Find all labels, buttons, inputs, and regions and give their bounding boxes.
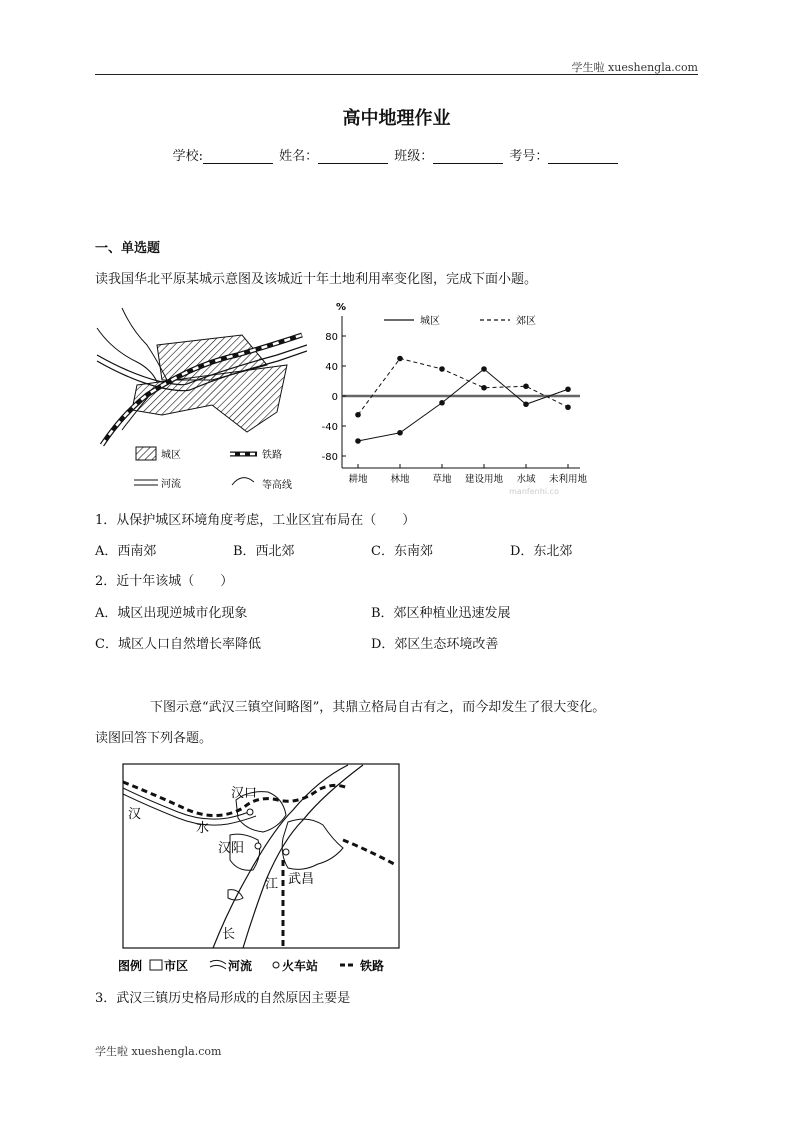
city-sketch-map bbox=[92, 300, 307, 495]
page-title: 高中地理作业 bbox=[342, 108, 451, 129]
series-2-point bbox=[481, 385, 487, 391]
q1-option-a[interactable]: A．西南郊 bbox=[95, 544, 157, 559]
station-icon bbox=[283, 849, 289, 855]
q2-option-d[interactable]: D．郊区生态环境改善 bbox=[371, 637, 499, 652]
label-wuchang: 武昌 bbox=[288, 872, 315, 887]
header-rule bbox=[95, 74, 698, 75]
q1-option-d[interactable]: D．东北郊 bbox=[510, 544, 573, 559]
legend-title: 图例 bbox=[118, 959, 143, 973]
x-tick-label: 草地 bbox=[432, 474, 452, 485]
series-1-point bbox=[397, 430, 403, 436]
label-chang: 长 bbox=[222, 927, 236, 942]
legend-label-2: 郊区 bbox=[516, 316, 536, 327]
legend-station-swatch bbox=[273, 962, 279, 968]
series-1-point bbox=[439, 400, 445, 406]
legend-railway-label: 铁路 bbox=[262, 450, 282, 461]
y-tick-label: 0 bbox=[331, 392, 338, 403]
number-label: 考号： bbox=[509, 149, 549, 164]
name-field[interactable] bbox=[318, 150, 388, 164]
legend-city-label: 市区 bbox=[164, 959, 189, 973]
x-tick-label: 未利用地 bbox=[548, 474, 588, 485]
y-tick-label: 80 bbox=[325, 332, 338, 343]
q2-option-b[interactable]: B．郊区种植业迅速发展 bbox=[371, 606, 511, 621]
label-jiang: 江 bbox=[265, 877, 279, 892]
label-hankou: 汉口 bbox=[231, 786, 258, 801]
school-field[interactable] bbox=[203, 150, 273, 164]
intro-text-2: 下图示意“武汉三镇空间略图”，其鼎立格局自古有之，而今却发生了很大变化。 bbox=[150, 700, 606, 715]
legend-city-swatch bbox=[136, 447, 156, 460]
legend-city-label: 城区 bbox=[161, 450, 181, 461]
y-tick-label: 40 bbox=[325, 362, 338, 373]
series-line-1 bbox=[358, 369, 568, 441]
y-tick-label: -80 bbox=[321, 452, 338, 463]
series-1-point bbox=[355, 438, 361, 444]
legend-station-label: 火车站 bbox=[282, 959, 319, 973]
legend-contour-swatch bbox=[232, 478, 254, 485]
q2-option-a[interactable]: A．城区出现逆城市化现象 bbox=[95, 606, 248, 621]
series-2-point bbox=[397, 356, 403, 362]
station-icon bbox=[255, 843, 261, 849]
y-tick-label: -40 bbox=[321, 422, 338, 433]
x-tick-label: 林地 bbox=[390, 474, 410, 485]
y-axis-label: % bbox=[336, 302, 347, 313]
legend-label-1: 城区 bbox=[420, 316, 440, 327]
q1-option-b[interactable]: B．西北郊 bbox=[233, 544, 295, 559]
q1-option-c[interactable]: C．东南郊 bbox=[371, 544, 433, 559]
x-tick-label: 建设用地 bbox=[464, 474, 504, 485]
question-1-stem: 1．从保护城区环境角度考虑，工业区宜布局在（ ） bbox=[95, 513, 416, 528]
name-label: 姓名： bbox=[279, 149, 319, 164]
wuhan-sketch-map bbox=[118, 760, 408, 978]
label-han: 汉 bbox=[128, 807, 142, 822]
q2-option-c[interactable]: C．城区人口自然增长率降低 bbox=[95, 637, 261, 652]
series-1-point bbox=[565, 386, 571, 392]
header-site: 学生啦 xueshengla.com bbox=[571, 61, 698, 74]
legend-river-label: 河流 bbox=[228, 959, 253, 973]
series-2-point bbox=[523, 383, 529, 389]
series-1-point bbox=[481, 366, 487, 372]
legend-railway-label: 铁路 bbox=[360, 959, 385, 973]
wuchang-district bbox=[282, 819, 343, 869]
legend-river-label: 河流 bbox=[161, 479, 181, 490]
question-3-stem: 3．武汉三镇历史格局形成的自然原因主要是 bbox=[95, 991, 351, 1006]
series-2-point bbox=[355, 412, 361, 418]
footer-site: 学生啦 xueshengla.com bbox=[95, 1045, 222, 1058]
school-label: 学校: bbox=[172, 149, 203, 164]
series-line-2 bbox=[358, 359, 568, 415]
yangtze-river bbox=[243, 765, 363, 948]
intro-text-1: 读我国华北平原某城示意图及该城近十年土地利用率变化图，完成下面小题。 bbox=[95, 272, 538, 287]
x-tick-label: 耕地 bbox=[348, 474, 368, 485]
series-2-point bbox=[439, 366, 445, 372]
question-2-stem: 2．近十年该城（ ） bbox=[95, 574, 234, 589]
legend-river-swatch bbox=[210, 965, 226, 969]
series-1-point bbox=[523, 401, 529, 407]
station-icon bbox=[247, 809, 253, 815]
number-field[interactable] bbox=[548, 150, 618, 164]
class-field[interactable] bbox=[433, 150, 503, 164]
class-label: 班级： bbox=[394, 149, 434, 164]
land-use-line-chart bbox=[312, 298, 592, 498]
watermark-text: manfenhi.co bbox=[509, 487, 559, 496]
student-info-line bbox=[0, 145, 793, 164]
x-tick-label: 水域 bbox=[516, 474, 536, 485]
series-2-point bbox=[565, 404, 571, 410]
label-hanyang: 汉阳 bbox=[218, 841, 245, 856]
legend-contour-label: 等高线 bbox=[262, 480, 292, 491]
contour-line bbox=[97, 328, 157, 382]
intro-text-2-cont: 读图回答下列各题。 bbox=[95, 731, 213, 746]
label-shui: 水 bbox=[196, 821, 210, 836]
legend-city-swatch bbox=[150, 960, 162, 970]
section-heading: 一、单选题 bbox=[95, 241, 161, 256]
